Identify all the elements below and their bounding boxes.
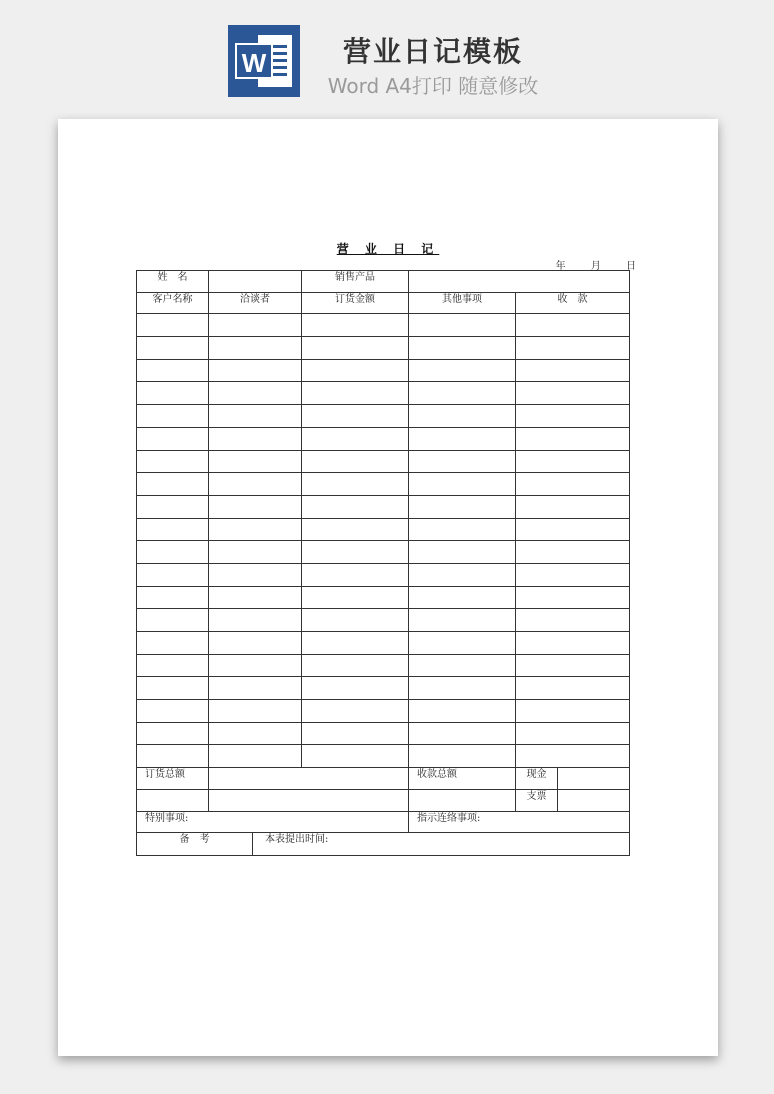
table-cell[interactable] (209, 495, 302, 518)
table-row (137, 518, 630, 541)
column-header: 订货金额 (302, 292, 409, 314)
table-cell[interactable] (302, 427, 409, 450)
table-cell[interactable] (409, 473, 516, 496)
table-row (137, 337, 630, 360)
table-cell[interactable] (209, 586, 302, 609)
table-cell[interactable] (302, 473, 409, 496)
table-cell[interactable] (137, 382, 209, 405)
table-cell[interactable] (302, 722, 409, 745)
table-cell[interactable] (409, 382, 516, 405)
table-row (137, 654, 630, 677)
table-cell[interactable] (137, 450, 209, 473)
table-row (137, 700, 630, 723)
table-cell[interactable] (137, 745, 209, 768)
receipt-total-field[interactable] (409, 789, 516, 811)
table-cell[interactable] (209, 450, 302, 473)
table-row (137, 768, 630, 790)
table-cell[interactable] (302, 677, 409, 700)
table-cell[interactable] (209, 359, 302, 382)
page-title: 营业日记模板 (342, 35, 523, 68)
cash-label: 现金 (516, 768, 558, 790)
icon-letter: W (235, 43, 273, 79)
table-cell[interactable] (409, 427, 516, 450)
table-cell[interactable] (302, 700, 409, 723)
table-cell[interactable] (209, 541, 302, 564)
column-header: 客户名称 (137, 292, 209, 314)
date-line: 年 月 日 (555, 261, 636, 272)
table-cell[interactable] (209, 632, 302, 655)
table-cell[interactable] (409, 654, 516, 677)
name-label: 姓 名 (137, 271, 209, 293)
table-cell[interactable] (302, 541, 409, 564)
table-row (137, 563, 630, 586)
table-cell[interactable] (209, 427, 302, 450)
column-header: 洽谈者 (209, 292, 302, 314)
cash-field[interactable] (558, 768, 630, 790)
remarks-row-cell (137, 833, 630, 856)
table-cell[interactable] (137, 518, 209, 541)
table-cell[interactable] (409, 541, 516, 564)
column-header: 其他事项 (409, 292, 516, 314)
table-cell[interactable] (516, 314, 630, 337)
table-cell[interactable] (516, 382, 630, 405)
name-field[interactable] (209, 271, 302, 293)
table-cell[interactable] (302, 609, 409, 632)
table-cell[interactable] (137, 337, 209, 360)
table-cell[interactable] (409, 586, 516, 609)
order-total-field[interactable] (209, 768, 409, 790)
table-cell[interactable] (409, 495, 516, 518)
table-cell[interactable] (409, 314, 516, 337)
table-cell[interactable] (516, 337, 630, 360)
table-cell[interactable] (209, 745, 302, 768)
table-cell[interactable] (516, 473, 630, 496)
table-cell[interactable] (516, 677, 630, 700)
table-cell[interactable] (302, 495, 409, 518)
table-cell[interactable] (137, 495, 209, 518)
table-cell[interactable] (209, 609, 302, 632)
document-page (58, 119, 718, 1056)
table-cell[interactable] (302, 518, 409, 541)
table-cell[interactable] (137, 359, 209, 382)
table-cell[interactable] (516, 541, 630, 564)
table-cell[interactable] (409, 609, 516, 632)
table-cell[interactable] (516, 359, 630, 382)
table-cell[interactable] (137, 405, 209, 428)
table-cell[interactable] (302, 632, 409, 655)
table-cell[interactable] (409, 518, 516, 541)
table-row (137, 586, 630, 609)
table-cell[interactable] (409, 359, 516, 382)
table-row (137, 677, 630, 700)
table-cell[interactable] (209, 314, 302, 337)
check-field[interactable] (558, 789, 630, 811)
table-cell[interactable] (209, 518, 302, 541)
table-row (137, 833, 630, 856)
table-cell[interactable] (516, 700, 630, 723)
table-row (137, 427, 630, 450)
table-cell[interactable] (516, 632, 630, 655)
table-cell[interactable] (209, 563, 302, 586)
table-cell[interactable] (209, 677, 302, 700)
table-cell[interactable] (302, 450, 409, 473)
table-cell[interactable] (302, 563, 409, 586)
receipt-total-label: 收款总额 (409, 768, 516, 790)
table-cell[interactable] (302, 337, 409, 360)
table-cell[interactable] (516, 427, 630, 450)
table-cell[interactable] (137, 632, 209, 655)
table-cell[interactable] (409, 677, 516, 700)
diary-table (136, 270, 630, 856)
table-row (137, 722, 630, 745)
table-row (137, 609, 630, 632)
table-cell[interactable] (516, 722, 630, 745)
table-cell[interactable] (516, 586, 630, 609)
table-cell[interactable] (516, 495, 630, 518)
table-cell[interactable] (516, 518, 630, 541)
table-row (137, 314, 630, 337)
table-cell[interactable] (409, 700, 516, 723)
table-cell[interactable] (209, 382, 302, 405)
table-cell[interactable] (209, 722, 302, 745)
table-cell[interactable] (302, 382, 409, 405)
table-cell[interactable] (209, 405, 302, 428)
table-cell[interactable] (137, 314, 209, 337)
table-cell[interactable] (209, 473, 302, 496)
table-cell[interactable] (302, 359, 409, 382)
table-cell[interactable] (516, 450, 630, 473)
table-row (137, 382, 630, 405)
table-row (137, 450, 630, 473)
column-header-row (137, 292, 630, 314)
column-header: 收 款 (516, 292, 630, 314)
table-cell[interactable] (137, 609, 209, 632)
table-cell[interactable] (302, 654, 409, 677)
table-cell[interactable] (302, 745, 409, 768)
check-label: 支票 (516, 789, 558, 811)
table-row (137, 541, 630, 564)
product-field[interactable] (409, 271, 630, 293)
table-row (137, 745, 630, 768)
table-cell[interactable] (302, 586, 409, 609)
instructions-label: 指示连络事项: (409, 811, 630, 833)
order-total-field-2[interactable] (137, 789, 209, 811)
table-cell[interactable] (409, 337, 516, 360)
table-cell[interactable] (516, 745, 630, 768)
table-cell[interactable] (409, 450, 516, 473)
table-row (137, 271, 630, 293)
table-cell[interactable] (409, 745, 516, 768)
table-cell[interactable] (409, 632, 516, 655)
special-items-label: 特别事项: (137, 811, 409, 833)
table-cell[interactable] (516, 563, 630, 586)
product-label: 销售产品 (302, 271, 409, 293)
table-cell[interactable] (409, 722, 516, 745)
order-total-label: 订货总额 (137, 768, 209, 790)
word-icon (228, 25, 300, 97)
table-cell[interactable] (209, 337, 302, 360)
table-cell[interactable] (302, 405, 409, 428)
table-cell[interactable] (137, 677, 209, 700)
table-cell[interactable] (409, 563, 516, 586)
submit-time-label: 本表提出时间: (265, 834, 329, 846)
table-cell[interactable] (137, 563, 209, 586)
table-cell[interactable] (516, 609, 630, 632)
page-subtitle: Word A4打印 随意修改 (327, 74, 539, 98)
table-row (137, 789, 630, 811)
document-title: 营 业 日 记 (336, 242, 440, 256)
table-row (137, 811, 630, 833)
table-cell[interactable] (137, 541, 209, 564)
header (0, 0, 774, 110)
table-row (137, 473, 630, 496)
table-cell[interactable] (302, 314, 409, 337)
table-cell[interactable] (516, 405, 630, 428)
table-row (137, 495, 630, 518)
table-row (137, 359, 630, 382)
table-cell[interactable] (209, 654, 302, 677)
table-row (137, 405, 630, 428)
table-cell[interactable] (209, 700, 302, 723)
table-cell[interactable] (137, 473, 209, 496)
table-cell[interactable] (137, 700, 209, 723)
table-cell[interactable] (409, 405, 516, 428)
table-cell[interactable] (137, 654, 209, 677)
order-total-field-3[interactable] (209, 789, 409, 811)
table-cell[interactable] (516, 654, 630, 677)
table-cell[interactable] (137, 427, 209, 450)
remarks-label: 备 考 (137, 833, 253, 855)
table-row (137, 632, 630, 655)
table-cell[interactable] (137, 586, 209, 609)
table-cell[interactable] (137, 722, 209, 745)
